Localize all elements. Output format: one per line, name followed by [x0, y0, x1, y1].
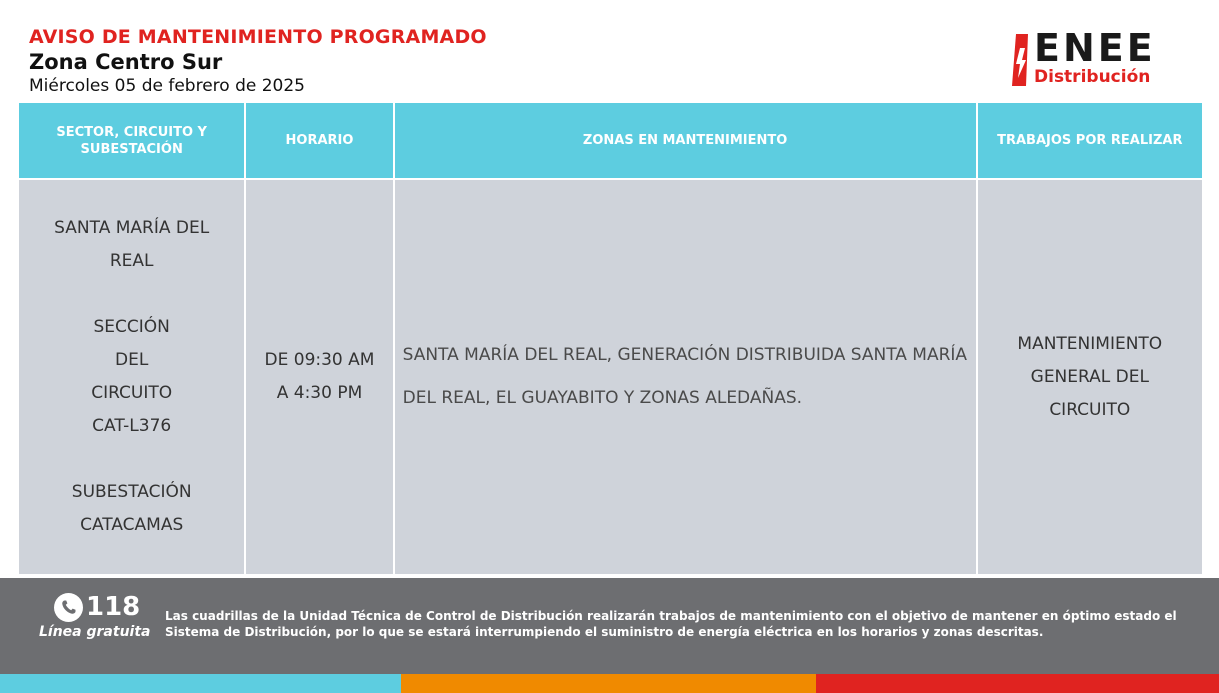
schedule-end: A 4:30 PM [276, 383, 363, 403]
phone-number: 118 [86, 592, 141, 622]
header-sector: SECTOR, CIRCUITO Y SUBESTACIÓN [19, 103, 244, 178]
phone-label: Línea gratuita [39, 624, 151, 640]
table-header-row [19, 103, 1202, 178]
page-header [0, 0, 1219, 102]
zone-title: Zona Centro Sur [29, 50, 223, 74]
enee-logo [1012, 26, 1192, 90]
phone-icon [54, 593, 83, 622]
footer-banner [0, 578, 1219, 674]
notice-title: AVISO DE MANTENIMIENTO PROGRAMADO [29, 26, 487, 48]
circuit-code: CAT-L376 [92, 416, 172, 436]
sector-name: SANTA MARÍA DEL REAL [54, 218, 210, 271]
notice-date: Miércoles 05 de febrero de 2025 [29, 76, 305, 96]
schedule-start: DE 09:30 AM [264, 350, 375, 370]
header-schedule: HORARIO [246, 103, 392, 178]
cell-zones: SANTA MARÍA DEL REAL, GENERACIÓN DISTRIBUIDA SANTA MARÍA DEL REAL, EL GUAYABITO Y ZONAS ALEDAÑAS. [395, 180, 976, 574]
logo-subtitle: Distribución [1034, 67, 1151, 87]
cell-work [978, 180, 1202, 574]
work-description: MANTENIMIENTO GENERAL DEL CIRCUITO [1017, 333, 1163, 420]
maintenance-table [17, 101, 1204, 576]
footer-notice-text: Las cuadrillas de la Unidad Técnica de Control de Distribución realizarán trabajos de mantenimiento con el objetivo de mantener en óptimo estado el Sistema de Distribución, por lo que se estará interrumpiendo el suministro de energía eléctrica en los horarios y zonas descritas. [165, 609, 1177, 639]
lightning-mark-icon [1012, 34, 1028, 86]
cell-schedule [246, 180, 392, 574]
table-row [19, 180, 1202, 574]
header-work: TRABAJOS POR REALIZAR [978, 103, 1202, 178]
color-stripe-cyan [0, 674, 401, 693]
header-zones: ZONAS EN MANTENIMIENTO [395, 103, 976, 178]
circuit-label: SECCIÓN DEL CIRCUITO [91, 317, 173, 403]
substation-name: SUBESTACIÓN CATACAMAS [71, 482, 192, 535]
color-stripe-orange [401, 674, 816, 693]
cell-sector [19, 180, 244, 574]
color-stripe-red [816, 674, 1219, 693]
logo-brand: ENEE [1034, 26, 1156, 70]
